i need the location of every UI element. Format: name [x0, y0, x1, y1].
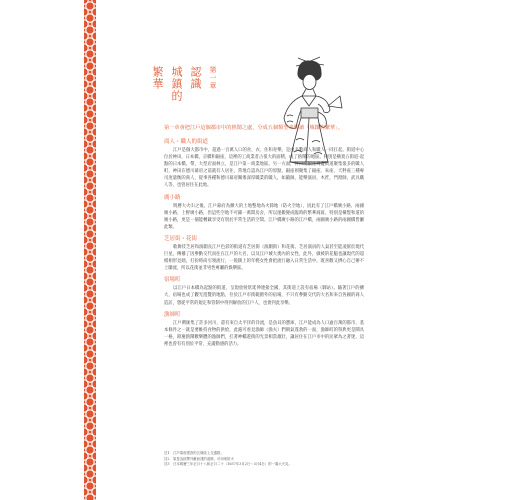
article-body — [164, 124, 364, 350]
footnote-2: 註2 原是為抵禦外敵而建的道路，可用來防火 — [164, 456, 234, 461]
footnotes — [164, 451, 364, 468]
title-column-1: 認識 — [189, 66, 202, 90]
title-column-3: 繁華 — [151, 66, 164, 90]
section-heading-hirokoji: 廣小路 — [164, 194, 181, 201]
section-paragraph-fishing-town: 江戶灣匯集了許多河川，還有來自太平洋的洋流，是魚貝的寶庫，江戶能成為人口逾百萬的都市，基本條件之一就是要維持食物的供給，此處可看見漁師（漁夫）們朝氣蓬勃的一面，漁師町的祭典更是鬧具一格，節慶熱鬧歡樂體的漁師們，扛著神轎遊街的光景相當雄壯，讓居住在江戶市中的民眾為之著迷，這裡也曾有有別於平常，充滿動感的活力。 — [164, 320, 364, 347]
chapter-lead: 第一章會把江戶這個都市中的熱鬧之處，分成五個類型來解讀「城鎮的繁華」。 — [164, 125, 343, 131]
section-paragraph-hirokoji: 明曆大火⑴之後，江戶幕府為擴大的土地整地為火除地（防火空地），因此有了江戶橋廣小路，兩國廣小路，上野廣小路，但這些空地不可鋪一萬間房舍，所以運搬變成臨時的繁華商區，特別是橫豎和道的廣小路，更是一個能轉載享受有別於平常生活的空間。江戶橋廣小路的江戶橋，兩國廣小路的兩國橋皆屬此類。 — [164, 203, 364, 230]
section-heading-merchants: 商人・職人的街道 — [164, 139, 209, 145]
section-heading-theater-pleasure: 芝居街・花街 — [164, 235, 198, 242]
decorative-lattice-band — [84, 0, 96, 500]
section-heading-fishing-town: 漁師町 — [164, 311, 181, 318]
chapter-label: 第一章 — [209, 66, 217, 90]
section-paragraph-post-town: 以江戶日本橋為起點的街道，呈現放射狀延伸連接全國，其街道上設有宿場（驛站）。隨著江戶的擴大，宿場也成了觀光遊覽的地點，位於江戶市街範圍外的宿場，不只有參勤交代的大名和來自各國的商人造訪，想從平常的規定和管制中得到解放的江戶人，也會到此享樂。 — [164, 286, 364, 306]
section-paragraph-theater-pleasure: 歌舞伎芝居和演劇長江戶色彩的街道有芝居街（演劇街）和花街。芝居演員的人氣甚至能凌駕於現代巨星，傳播了因參勤交代而往在江戶的大名，以及江戶城大奧內的女性，此外，做被的花魁也讓現代的超模相形見絀，打扮時尚引領流行，一般鎮上的年輕女性會把流行融入日常生活中。既喜歡又擠心自己辦不上團流，所以花街並非男性專屬的娛樂區。 — [164, 244, 364, 272]
lattice-pattern — [84, 0, 96, 500]
footnote-3: 註3 日本明曆三年正月十八和正月二十（1657年3月2日～3月4日）的一場大火災。 — [164, 462, 292, 467]
section-heading-post-town: 宿場町 — [164, 277, 181, 284]
footnote-1: 註1 江戶幕府建設的五條陸上交通路。 — [164, 451, 224, 455]
section-paragraph-merchants: 江戶是個大都市中，超過一百萬人口的食、衣、住和育樂，是由多數商人和職人一同扛起。街道中心位於神田，日本橋，京橋和銀座，這裡的工商業者占很大的面積，成了熱鬧的地區，特別是橫寬五街道-起點的日本橋，帶，大型店面林立，是江戶第一商業地區。另一方面，神田或銀座周邊街道聚集很多的職人町，神田在德川幕府之前就有人居住，常地自認為江戶的原點，銀座則聚集了銀座、朱座、天秤座三種專司度量衡的商人，從事各種和德川幕府關係深厚職業的職人，如鍛師，能樂演員，木匠，門窗師，武具職人等，也曾居住在此地。 — [164, 148, 364, 189]
title-column-2: 城鎮的 — [170, 66, 183, 102]
